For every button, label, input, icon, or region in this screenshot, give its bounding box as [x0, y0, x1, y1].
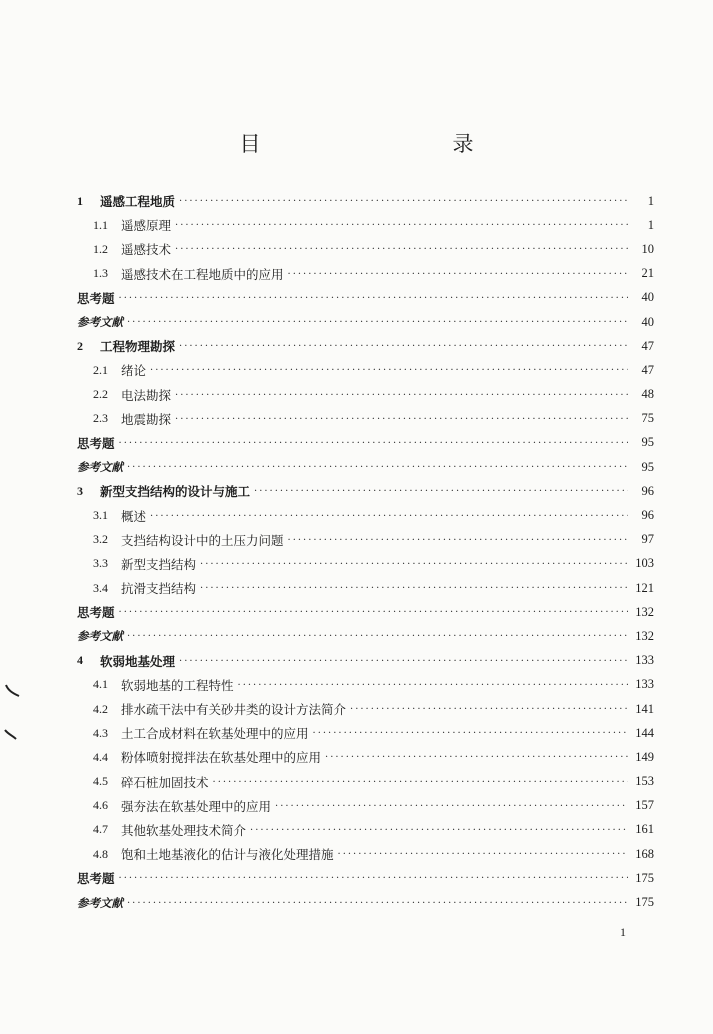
dot-leader	[213, 778, 628, 788]
dot-leader	[325, 753, 628, 763]
dot-leader	[175, 391, 628, 401]
toc-entry-ref	[77, 310, 654, 334]
toc-entry-number: 4.5	[93, 774, 108, 789]
toc-entry-page: 175	[635, 895, 654, 910]
toc-entry-number: 3	[77, 483, 83, 498]
toc-entry-section	[77, 576, 654, 600]
toc-entry-number: 4.8	[93, 846, 108, 861]
toc-entry-page: 153	[635, 774, 654, 789]
dot-leader	[288, 536, 628, 546]
dot-leader	[350, 705, 628, 715]
dot-leader	[119, 608, 628, 618]
toc-entry-extra	[77, 866, 654, 890]
toc-entry-number: 1.3	[93, 266, 108, 281]
toc-entry-page: 149	[635, 749, 654, 764]
toc-entry-page: 21	[641, 266, 654, 281]
toc-entry-section	[77, 358, 654, 382]
scan-artifact-mark	[4, 728, 22, 742]
toc-entry-label: 绪论	[121, 363, 147, 379]
toc-entry-page: 161	[635, 822, 654, 837]
dot-leader	[127, 463, 628, 473]
toc-entry-label: 新型支挡结构的设计与施工	[100, 484, 251, 500]
table-of-contents	[77, 189, 654, 915]
toc-entry-page: 103	[635, 556, 654, 571]
toc-entry-chapter	[77, 334, 654, 358]
dot-leader	[313, 729, 628, 739]
toc-entry-number: 2	[77, 338, 83, 353]
toc-entry-page: 132	[635, 628, 654, 643]
dot-leader	[238, 681, 628, 691]
toc-entry-page: 132	[635, 604, 654, 619]
dot-leader	[179, 342, 628, 352]
dot-leader	[175, 245, 628, 255]
toc-entry-number: 4.3	[93, 725, 108, 740]
toc-entry-page: 96	[641, 508, 654, 523]
toc-entry-page: 47	[641, 338, 654, 353]
toc-entry-page: 121	[635, 580, 654, 595]
toc-entry-ref	[77, 455, 654, 479]
dot-leader	[119, 439, 628, 449]
toc-entry-chapter	[77, 189, 654, 213]
toc-entry-page: 95	[641, 435, 654, 450]
toc-entry-label: 遥感技术	[121, 242, 172, 258]
toc-entry-page: 95	[641, 459, 654, 474]
toc-entry-section	[77, 383, 654, 407]
dot-leader	[127, 632, 628, 642]
toc-entry-number: 2.3	[93, 411, 108, 426]
toc-entry-label: 思考题	[77, 871, 115, 887]
toc-entry-section	[77, 262, 654, 286]
toc-entry-label: 参考文献	[77, 895, 123, 910]
toc-entry-label: 软弱地基的工程特性	[121, 677, 234, 693]
toc-entry-ref	[77, 890, 654, 914]
toc-entry-page: 40	[641, 314, 654, 329]
toc-entry-chapter	[77, 479, 654, 503]
toc-entry-label: 电法勘探	[121, 387, 172, 403]
toc-entry-label: 抗滑支挡结构	[121, 581, 197, 597]
toc-entry-ref	[77, 624, 654, 648]
toc-entry-page: 157	[635, 798, 654, 813]
toc-entry-label: 思考题	[77, 435, 115, 451]
toc-entry-label: 软弱地基处理	[100, 653, 176, 669]
page-title: 目 录	[239, 132, 524, 156]
toc-entry-page: 97	[641, 532, 654, 547]
toc-entry-label: 思考题	[77, 605, 115, 621]
toc-entry-number: 2.2	[93, 387, 108, 402]
toc-entry-section	[77, 794, 654, 818]
dot-leader	[150, 366, 628, 376]
toc-entry-section	[77, 721, 654, 745]
toc-entry-label: 饱和土地基液化的估计与液化处理措施	[121, 847, 334, 863]
toc-entry-label: 概述	[121, 508, 147, 524]
toc-entry-number: 3.2	[93, 532, 108, 547]
toc-entry-extra	[77, 600, 654, 624]
dot-leader	[254, 487, 628, 497]
toc-entry-page: 133	[635, 653, 654, 668]
toc-entry-number: 4	[77, 653, 83, 668]
toc-entry-number: 1.1	[93, 217, 108, 232]
toc-entry-label: 粉体喷射搅拌法在软基处理中的应用	[121, 750, 322, 766]
toc-entry-label: 强夯法在软基处理中的应用	[121, 798, 272, 814]
toc-entry-section	[77, 745, 654, 769]
dot-leader	[127, 899, 628, 909]
toc-entry-number: 3.1	[93, 508, 108, 523]
toc-entry-label: 参考文献	[77, 629, 123, 644]
toc-entry-label: 排水疏干法中有关砂井类的设计方法简介	[121, 702, 347, 718]
toc-entry-section	[77, 818, 654, 842]
dot-leader	[288, 270, 628, 280]
dot-leader	[250, 826, 628, 836]
toc-entry-label: 参考文献	[77, 315, 123, 330]
dot-leader	[275, 802, 628, 812]
toc-entry-number: 4.7	[93, 822, 108, 837]
toc-entry-section	[77, 770, 654, 794]
page-number: 1	[620, 925, 626, 939]
toc-entry-extra	[77, 286, 654, 310]
toc-entry-page: 96	[641, 483, 654, 498]
toc-entry-number: 1	[77, 193, 83, 208]
toc-entry-label: 其他软基处理技术简介	[121, 822, 247, 838]
toc-entry-page: 1	[647, 217, 654, 232]
toc-entry-section	[77, 842, 654, 866]
toc-entry-page: 141	[635, 701, 654, 716]
dot-leader	[179, 657, 628, 667]
toc-entry-number: 4.6	[93, 798, 108, 813]
toc-entry-extra	[77, 431, 654, 455]
dot-leader	[179, 197, 628, 207]
toc-entry-page: 175	[635, 870, 654, 885]
dot-leader	[150, 512, 628, 522]
toc-entry-page: 144	[635, 725, 654, 740]
toc-entry-label: 遥感工程地质	[100, 194, 176, 210]
dot-leader	[200, 560, 628, 570]
toc-entry-label: 支挡结构设计中的土压力问题	[121, 532, 284, 548]
toc-entry-label: 工程物理勘探	[100, 339, 176, 355]
dot-leader	[200, 584, 628, 594]
dot-leader	[127, 318, 628, 328]
toc-entry-section	[77, 503, 654, 527]
toc-entry-section	[77, 237, 654, 261]
toc-entry-section	[77, 407, 654, 431]
toc-entry-number: 3.3	[93, 556, 108, 571]
dot-leader	[175, 415, 628, 425]
toc-entry-section	[77, 697, 654, 721]
toc-entry-chapter	[77, 649, 654, 673]
toc-entry-number: 4.1	[93, 677, 108, 692]
dot-leader	[119, 874, 628, 884]
toc-entry-label: 遥感原理	[121, 218, 172, 234]
toc-entry-section	[77, 552, 654, 576]
toc-entry-section	[77, 673, 654, 697]
toc-entry-label: 碎石桩加固技术	[121, 774, 209, 790]
dot-leader	[119, 294, 628, 304]
scan-artifact-mark	[4, 684, 22, 698]
toc-entry-section	[77, 213, 654, 237]
dot-leader	[338, 850, 628, 860]
toc-entry-page: 40	[641, 290, 654, 305]
toc-entry-number: 4.2	[93, 701, 108, 716]
toc-entry-label: 思考题	[77, 290, 115, 306]
toc-entry-page: 75	[641, 411, 654, 426]
toc-entry-page: 10	[641, 241, 654, 256]
toc-entry-label: 遥感技术在工程地质中的应用	[121, 266, 284, 282]
toc-entry-number: 3.4	[93, 580, 108, 595]
toc-entry-page: 168	[635, 846, 654, 861]
toc-entry-page: 47	[641, 362, 654, 377]
toc-entry-number: 2.1	[93, 362, 108, 377]
toc-entry-label: 土工合成材料在软基处理中的应用	[121, 726, 309, 742]
toc-entry-page: 48	[641, 387, 654, 402]
toc-entry-label: 参考文献	[77, 460, 123, 475]
toc-entry-label: 新型支挡结构	[121, 556, 197, 572]
toc-entry-label: 地震勘探	[121, 411, 172, 427]
toc-entry-number: 4.4	[93, 749, 108, 764]
toc-entry-number: 1.2	[93, 241, 108, 256]
toc-entry-page: 1	[647, 193, 654, 208]
dot-leader	[175, 221, 628, 231]
toc-entry-page: 133	[635, 677, 654, 692]
toc-entry-section	[77, 528, 654, 552]
